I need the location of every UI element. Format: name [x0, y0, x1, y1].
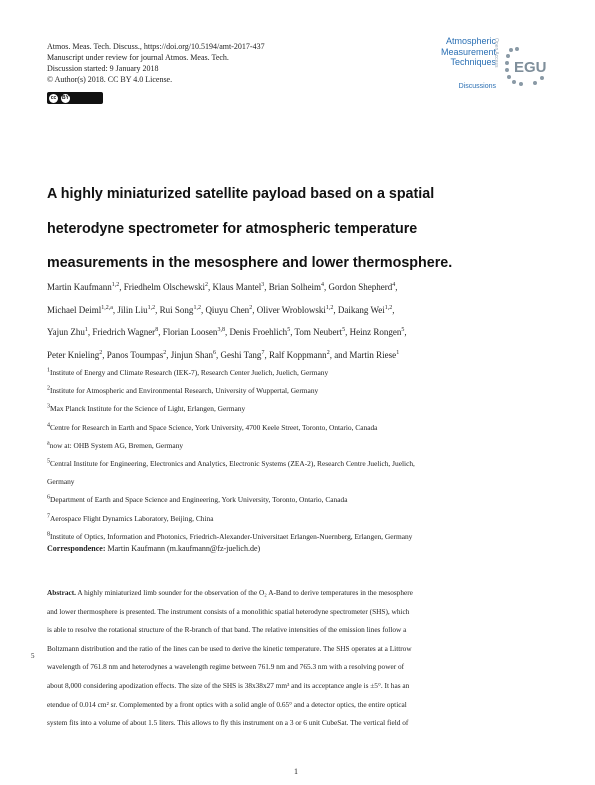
paper-title	[47, 177, 547, 281]
open-access-label: Open Access	[493, 38, 499, 68]
affiliation-marker: 5	[401, 327, 405, 334]
affiliation-marker: 4	[320, 282, 324, 288]
affiliation-marker: 2	[99, 350, 103, 357]
author-line	[47, 276, 557, 299]
affiliation-marker: 1,2,a	[101, 304, 113, 311]
author-list	[47, 276, 557, 367]
author-name: ,	[395, 282, 398, 292]
affiliation	[47, 400, 552, 418]
affiliation-marker: 8	[155, 327, 159, 334]
header-line: Discussion started: 9 January 2018	[47, 64, 159, 73]
journal-title-line: Measurement	[440, 46, 496, 57]
affiliation-text: Max Planck Institute for the Science of Light, Erlangen, Germany	[50, 404, 246, 414]
author-name: Michael Deiml	[47, 304, 102, 315]
affiliation-number: a	[47, 440, 50, 447]
author-name: , Gordon Shepherd	[323, 282, 393, 292]
affiliation-marker: 1,2	[384, 304, 393, 311]
affiliation-marker: 1,2	[193, 304, 201, 311]
author-name: , Daikang Wei	[333, 304, 385, 315]
affiliation-text: Department of Earth and Space Science and Engineering, York University, Toronto, Ontario, Canada	[50, 495, 348, 505]
author-line	[47, 299, 557, 322]
title-line: A highly miniaturized satellite payload based on a spatial	[47, 186, 435, 202]
journal-title-line: Atmospheric	[445, 36, 496, 46]
affiliation-text: Institute of Energy and Climate Research (IEK-7), Research Center Juelich, Juelich, Germany	[50, 368, 329, 377]
journal-title	[420, 36, 496, 68]
author-name: , Qiuyu Chen	[200, 304, 250, 315]
author-name: , Panos Toumpas	[102, 350, 164, 361]
correspondence	[47, 544, 260, 553]
affiliation-number: 5	[47, 458, 50, 465]
affiliation-number: 3	[47, 403, 50, 410]
author-name: , Friedrich Wagner	[87, 327, 156, 338]
author-name: , Tom Neubert	[290, 327, 343, 338]
abstract-line: Boltzmann distribution and the ratio of the lines can be used to derive the kinetic temperature. The SHS operates at a Littrow	[47, 643, 412, 653]
affiliation-marker: 1	[84, 327, 88, 334]
affiliation	[47, 491, 552, 509]
author-name: , Heinz Rongen	[345, 327, 402, 338]
author-name: , Oliver Wroblowski	[252, 304, 326, 315]
header-line: © Author(s) 2018. CC BY 4.0 License.	[47, 75, 173, 84]
affiliation-text: Aerospace Flight Dynamics Laboratory, Beijing, China	[50, 513, 214, 523]
journal-logo[interactable]	[410, 36, 555, 92]
affiliation-marker: 2	[163, 350, 167, 357]
title-line: heterodyne spectrometer for atmospheric temperature	[47, 220, 418, 237]
affiliation-marker: 2	[249, 304, 253, 311]
affiliation	[47, 382, 552, 400]
author-name: , Rui Song	[155, 304, 194, 315]
affiliation-marker: 5	[287, 327, 291, 334]
correspondence-text: Martin Kaufmann (m.kaufmann@fz-juelich.de)	[105, 544, 261, 553]
abstract-line: is able to resolve the rotational structure of the R-branch of that band. The relative intensities of the emission lines follow a	[47, 625, 407, 635]
affiliation	[47, 455, 552, 473]
affiliation-text: Central Institute for Engineering, Electronics and Analytics, Electronic Systems (ZEA-2), Research Centre Juelich, Juelich,	[50, 459, 415, 469]
affiliation-marker: 3	[261, 282, 265, 288]
author-name: , Brian Solheim	[264, 282, 321, 292]
abstract-line: A highly miniaturized limb sounder for the observation of the O₂ A-Band to derive temperatures in the mesosphere	[75, 588, 413, 597]
affiliation-marker: 1	[396, 350, 400, 357]
abstract	[47, 584, 550, 733]
cc-icon: cc	[50, 94, 57, 101]
affiliation-marker: 2	[204, 282, 208, 288]
by-icon: BY	[62, 94, 69, 101]
affiliation-number: 2	[47, 385, 50, 392]
abstract-line: about 8,000 considering apodization effects. The size of the SHS is 38x38x27 mm³ and its acceptance angle is ±5°. It has an	[47, 680, 410, 690]
affiliation	[47, 419, 552, 437]
affiliation	[47, 437, 552, 455]
author-line	[47, 321, 557, 344]
cc-by-license-badge[interactable]	[47, 92, 103, 104]
affiliation-marker: 1,2	[325, 304, 334, 311]
affiliation-marker: 6	[212, 350, 216, 357]
author-name: , Jilin Liu	[112, 304, 148, 315]
affiliation-marker: 2	[326, 350, 330, 357]
citation-header	[47, 41, 265, 85]
line-number: 5	[31, 652, 35, 660]
egu-text: EGU	[514, 59, 547, 76]
affiliation	[47, 510, 552, 528]
abstract-label: Abstract.	[47, 588, 76, 597]
author-name: , and Martin Riese	[329, 350, 397, 361]
affiliation-marker: 1,2	[147, 304, 156, 311]
affiliation-text: now at: OHB System AG, Bremen, Germany	[49, 440, 184, 450]
header-line: Manuscript under review for journal Atmos. Meas. Tech.	[47, 53, 229, 62]
header-line: Atmos. Meas. Tech. Discuss., https://doi.org/10.5194/amt-2017-437	[47, 42, 265, 51]
author-name: , Denis Froehlich	[224, 327, 288, 338]
abstract-line: system fits into a volume of about 1.5 liters. This allows to fly this instrument on a 3 or 6 unit CubeSat. The vertical field of	[47, 718, 409, 728]
affiliation-text: Centre for Research in Earth and Space Science, York University, 4700 Keele Street, Toronto, Ontario, Canada	[50, 422, 378, 432]
affiliation-marker: 1,2	[111, 282, 120, 288]
author-name: Martin Kaufmann	[47, 282, 112, 292]
author-name: , Florian Loosen	[158, 327, 218, 338]
discussions-label: Discussions	[458, 83, 496, 90]
abstract-line: wavelength of 761.8 nm and heterodynes a wavelength regime between 761.9 nm and 765.3 nm with a resolving power of	[47, 662, 405, 672]
affiliation	[47, 473, 552, 491]
author-name: , Jinjun Shan	[166, 350, 213, 361]
author-name: , Klaus Mantel	[207, 282, 262, 292]
affiliation-number: 7	[47, 513, 50, 520]
page-number: 1	[294, 767, 298, 776]
author-name: ,	[404, 327, 407, 338]
affiliation-number: 6	[47, 494, 50, 501]
affiliation-marker: 3,8	[217, 327, 225, 334]
author-name: , Friedhelm Olschewski	[119, 282, 205, 292]
egu-logo-icon	[505, 46, 549, 86]
affiliation-text: Institute for Atmospheric and Environmental Research, University of Wuppertal, Germany	[50, 386, 319, 396]
journal-title-line: Techniques	[450, 57, 496, 67]
affiliation-list	[47, 364, 552, 546]
abstract-line: and lower thermosphere is presented. The instrument consists of a monolithic spatial heterodyne spectrometer (SHS), which	[47, 606, 410, 616]
affiliation-number: 4	[47, 422, 50, 429]
affiliation-text: Germany	[47, 477, 75, 487]
affiliation	[47, 364, 552, 382]
author-name: ,	[392, 304, 395, 315]
title-line: measurements in the mesosphere and lower thermosphere.	[47, 255, 453, 271]
affiliation-text: Institute of Optics, Information and Photonics, Friedrich-Alexander-Universitaet Erlangen-Nuernberg, Erlangen, Germany	[50, 531, 413, 541]
abstract-line: etendue of 0.014 cm² sr. Complemented by a front optics with a solid angle of 0.65° and a detector optics, the entire optical	[47, 699, 407, 709]
author-name: Yajun Zhu	[47, 327, 85, 338]
correspondence-label: Correspondence:	[47, 544, 106, 553]
affiliation-marker: 7	[261, 350, 265, 357]
author-name: , Geshi Tang	[215, 350, 262, 361]
affiliation-number: 1	[47, 367, 50, 374]
affiliation-number: 8	[47, 531, 50, 538]
affiliation-marker: 4	[392, 282, 396, 288]
affiliation-marker: 5	[342, 327, 346, 334]
author-name: Peter Knieling	[47, 350, 100, 361]
author-name: , Ralf Koppmann	[264, 350, 327, 361]
